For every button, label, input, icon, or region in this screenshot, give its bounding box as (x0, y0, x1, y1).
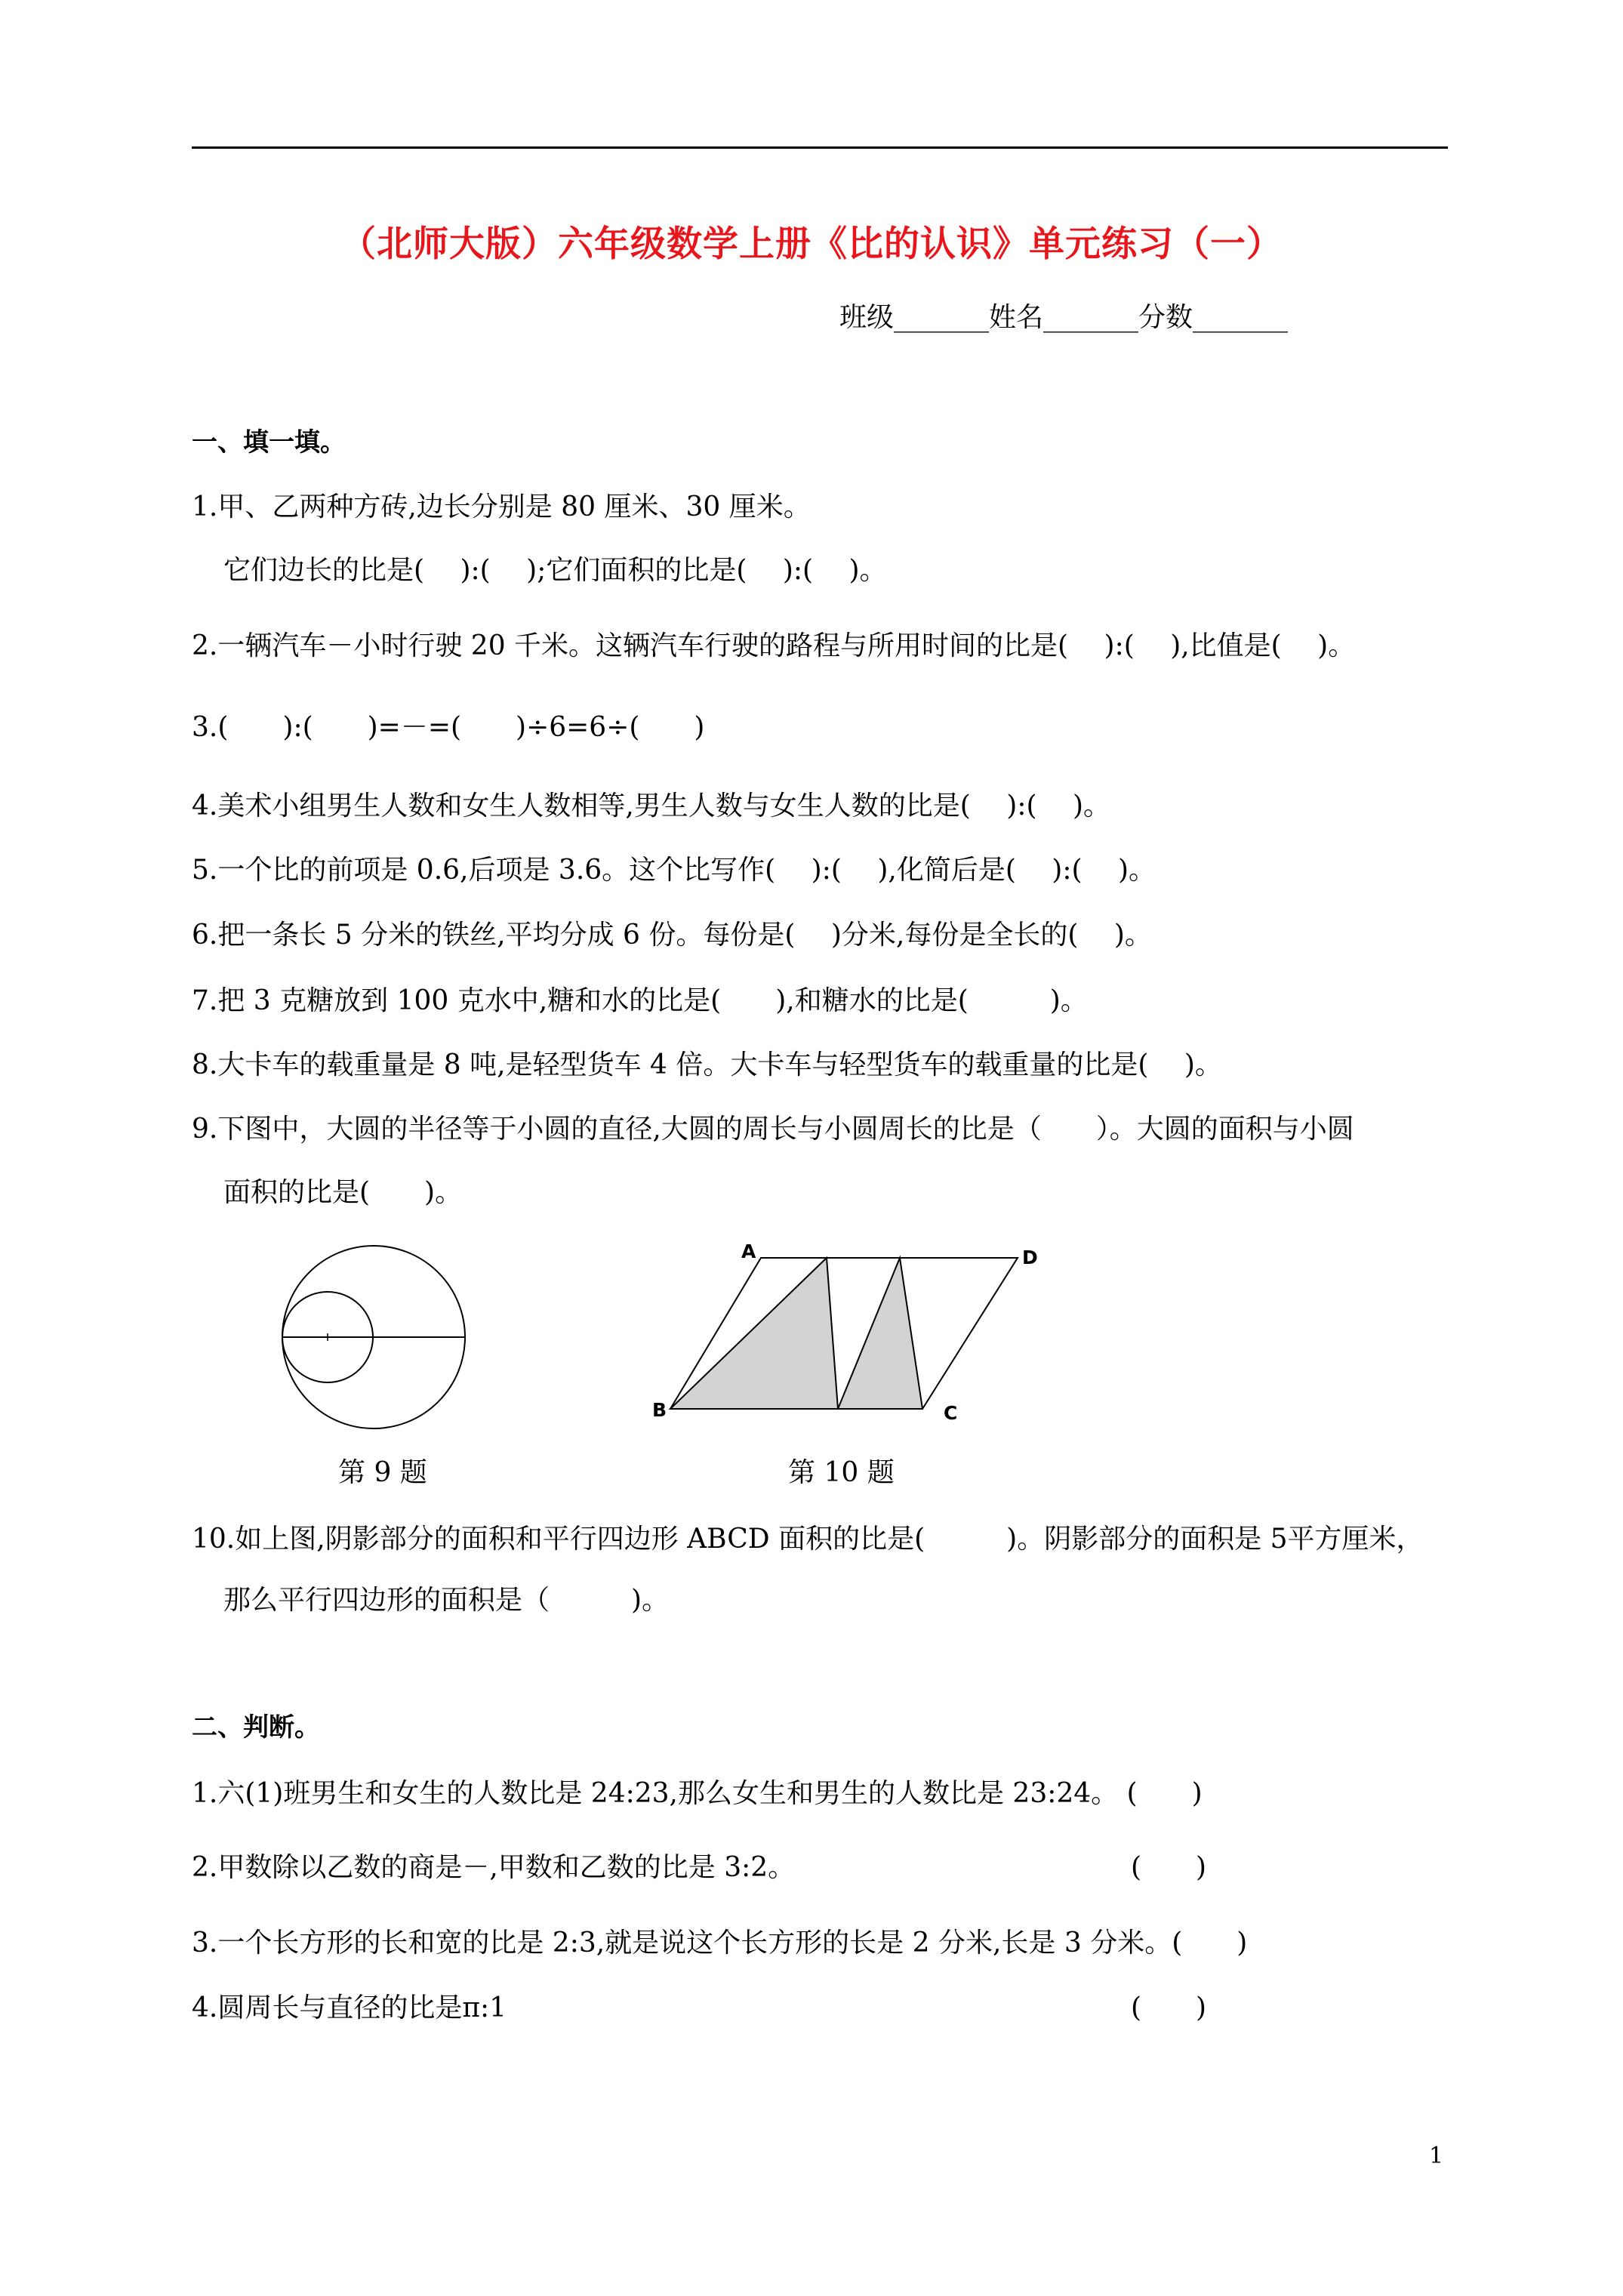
figure-9-circles (275, 1238, 473, 1436)
label-b: B (652, 1399, 667, 1421)
question-4: 4.美术小组男生人数和女生人数相等,男生人数与女生人数的比是( ):( )。 (192, 791, 1110, 821)
judge-4: 4.圆周长与直径的比是π:1 (192, 1992, 507, 2023)
question-10-line-1: 10.如上图,阴影部分的面积和平行四边形 ABCD 面积的比是( )。阴影部分的面积是 5平方厘米， (192, 1524, 1424, 1555)
figure-10-parallelogram (642, 1231, 1049, 1427)
question-8: 8.大卡车的载重量是 8 吨,是轻型货车 4 倍。大卡车与轻型货车的载重量的比是( )。 (192, 1049, 1222, 1080)
question-9-line-2: 面积的比是( )。 (223, 1177, 463, 1208)
question-9-line-1: 9.下图中，大圆的半径等于小圆的直径,大圆的周长与小圆周长的比是（ ）。大圆的面积与小圆 (192, 1114, 1354, 1145)
question-5: 5.一个比的前项是 0.6,后项是 3.6。这个比写作( ):( ),化简后是( ):( )。 (192, 855, 1156, 886)
judge-1: 1.六(1)班男生和女生的人数比是 24:23,那么女生和男生的人数比是 23:24。 ( ) (192, 1778, 1203, 1809)
page-title: （北师大版）六年级数学上册《比的认识》单元练习（一） (340, 223, 1283, 265)
top-rule (192, 146, 1448, 149)
student-info-line: 班级_______姓名_______分数_______ (839, 302, 1289, 333)
label-c: C (944, 1402, 958, 1424)
section2-heading: 二、判断。 (192, 1712, 320, 1743)
judge-4-answer-paren: ( ) (1131, 1992, 1207, 2023)
judge-3: 3.一个长方形的长和宽的比是 2:3,就是说这个长方形的长是 2 分米,长是 3 分米。( ) (192, 1928, 1248, 1959)
page-number: 1 (1429, 2143, 1444, 2169)
shaded-triangle-left (670, 1258, 838, 1409)
question-3: 3.( ):( )=－=( )÷6=6÷( ) (192, 712, 705, 743)
figure-10-caption: 第 10 题 (788, 1457, 895, 1488)
question-6: 6.把一条长 5 分米的铁丝,平均分成 6 份。每份是( )分米,每份是全长的( )。 (192, 920, 1152, 951)
question-2: 2.一辆汽车－小时行驶 20 千米。这辆汽车行驶的路程与所用时间的比是( ):( ),比值是( )。 (192, 630, 1356, 661)
figure-9-caption: 第 9 题 (338, 1457, 427, 1488)
judge-2: 2.甲数除以乙数的商是－,甲数和乙数的比是 3:2。 (192, 1852, 796, 1883)
question-7: 7.把 3 克糖放到 100 克水中,糖和水的比是( ),和糖水的比是( )。 (192, 985, 1088, 1016)
question-1-line-1: 1.甲、乙两种方砖,边长分别是 80 厘米、30 厘米。 (192, 492, 811, 522)
question-10-line-2: 那么平行四边形的面积是（ )。 (223, 1585, 670, 1616)
shaded-triangle-right (838, 1258, 922, 1409)
judge-2-answer-paren: ( ) (1131, 1852, 1207, 1883)
label-d: D (1022, 1247, 1038, 1268)
section1-heading: 一、填一填。 (192, 427, 346, 458)
question-1-line-2: 它们边长的比是( ):( );它们面积的比是( ):( )。 (223, 555, 887, 586)
label-a: A (741, 1240, 756, 1262)
